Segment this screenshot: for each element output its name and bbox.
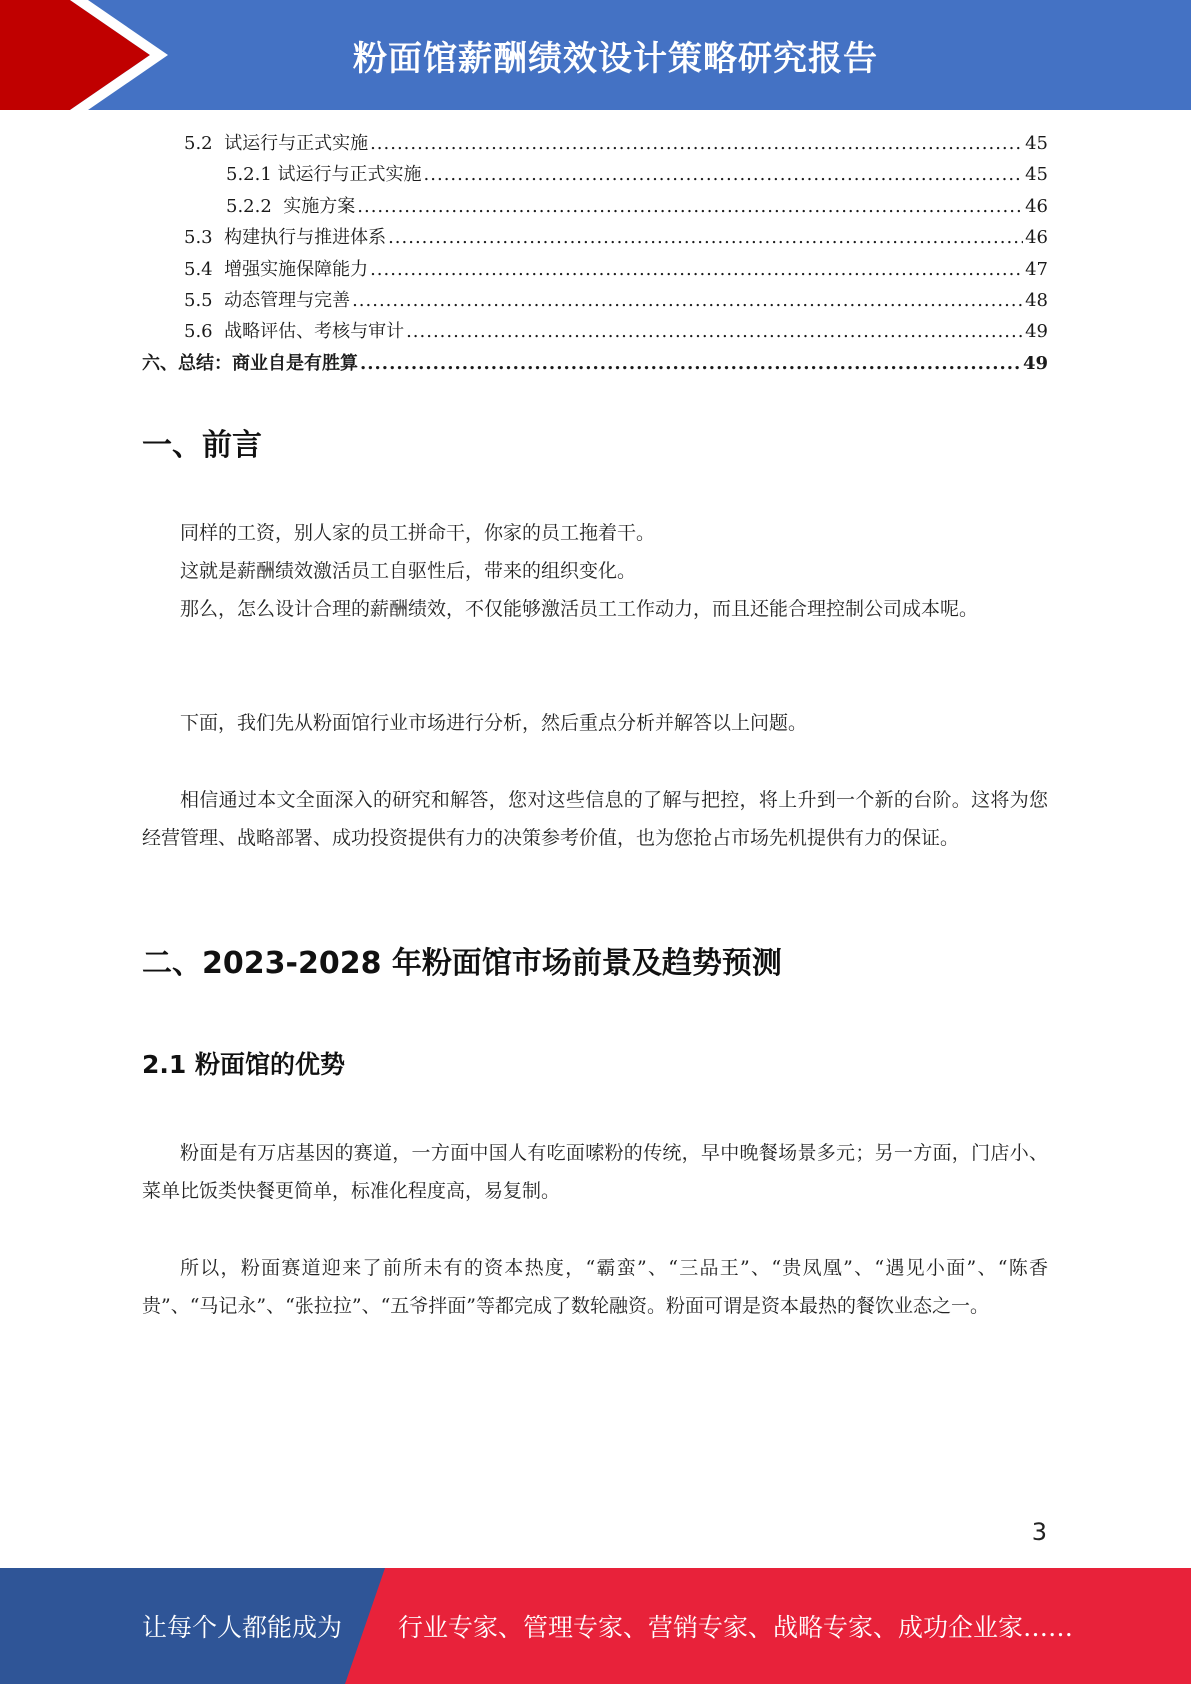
toc-leader (406, 316, 1023, 347)
subsection-heading-advantages: 2.1 粉面馆的优势 (142, 1050, 345, 1079)
toc-entry-title: 试运行与正式实施 (277, 164, 422, 186)
toc-entry-title: 实施方案 (283, 195, 356, 217)
footer-slogan-left: 让每个人都能成为 (142, 1613, 343, 1642)
toc-leader (370, 254, 1023, 285)
table-of-contents (142, 128, 1048, 379)
toc-entry-number: 5.2 (184, 133, 225, 154)
toc-entry-page: 46 (1025, 227, 1048, 249)
toc-entry-title: 动态管理与完善 (224, 289, 351, 311)
toc-entry-title: 试运行与正式实施 (224, 133, 369, 154)
toc-entry[interactable] (142, 316, 1048, 347)
toc-entry[interactable] (142, 254, 1048, 285)
toc-leader (370, 128, 1023, 159)
toc-entry-title: 战略评估、考核与审计 (224, 321, 405, 343)
toc-entry-number: 5.5 (184, 289, 225, 311)
toc-entry[interactable] (142, 191, 1048, 222)
page-number: 3 (1031, 1518, 1047, 1546)
section-heading-market-forecast: 二、2023-2028 年粉面馆市场前景及趋势预测 (142, 946, 782, 981)
toc-entry-page: 49 (1025, 321, 1048, 343)
toc-entry-number: 5.4 (184, 258, 225, 280)
toc-entry-number: 5.3 (184, 227, 225, 249)
footer-slogan-right: 行业专家、管理专家、营销专家、战略专家、成功企业家…… (398, 1613, 1074, 1642)
paragraph: 所以，粉面赛道迎来了前所未有的资本热度，“霸蛮”、“三品王”、“贵凤凰”、“遇见小面”、“陈香贵”、“马记永”、“张拉拉”、“五爷拌面”等都完成了数轮融资。粉面可谓是资本最热的餐饮业态之一。 (142, 1257, 1048, 1317)
toc-entry-title: 六、总结：商业自是有胜算 (142, 352, 358, 374)
page-header (0, 0, 1191, 110)
section-heading-preface: 一、前言 (142, 428, 262, 463)
toc-leader (360, 348, 1021, 379)
toc-leader (357, 191, 1023, 222)
toc-entry[interactable] (142, 128, 1048, 159)
header-title: 粉面馆薪酬绩效设计策略研究报告 (353, 38, 878, 79)
toc-entry-page: 45 (1025, 164, 1048, 186)
toc-entry-title: 增强实施保障能力 (224, 258, 369, 280)
paragraph: 下面，我们先从粉面馆行业市场进行分析，然后重点分析并解答以上问题。 (180, 712, 808, 734)
paragraph: 这就是薪酬绩效激活员工自驱性后，带来的组织变化。 (180, 560, 637, 582)
toc-entry[interactable] (142, 159, 1048, 190)
toc-entry[interactable] (142, 285, 1048, 316)
toc-entry-page: 47 (1025, 258, 1048, 280)
toc-leader (424, 159, 1024, 190)
paragraph: 相信通过本文全面深入的研究和解答，您对这些信息的了解与把控，将上升到一个新的台阶。这将为您经营管理、战略部署、成功投资提供有力的决策参考价值，也为您抢占市场先机提供有力的保证。 (142, 789, 1048, 849)
toc-entry-page: 48 (1025, 289, 1048, 311)
paragraph: 同样的工资，别人家的员工拼命干，你家的员工拖着干。 (180, 522, 656, 544)
toc-entry-number: 5.2.1 (226, 164, 278, 186)
paragraph: 那么，怎么设计合理的薪酬绩效，不仅能够激活员工工作动力，而且还能合理控制公司成本呢。 (180, 598, 979, 620)
toc-entry-page: 45 (1025, 133, 1048, 154)
toc-leader (388, 222, 1023, 253)
page-footer (0, 1568, 1191, 1684)
toc-entry-page: 49 (1022, 352, 1048, 374)
paragraph: 粉面是有万店基因的赛道，一方面中国人有吃面嗦粉的传统，早中晚餐场景多元；另一方面，门店小、菜单比饭类快餐更简单，标准化程度高，易复制。 (142, 1142, 1048, 1202)
toc-entry-number: 5.2.2 (226, 195, 284, 217)
toc-entry[interactable] (142, 222, 1048, 253)
toc-entry-title: 构建执行与推进体系 (224, 227, 387, 249)
toc-leader (352, 285, 1023, 316)
toc-entry-page: 46 (1025, 195, 1048, 217)
toc-entry-number: 5.6 (184, 321, 225, 343)
toc-entry[interactable] (142, 348, 1048, 379)
